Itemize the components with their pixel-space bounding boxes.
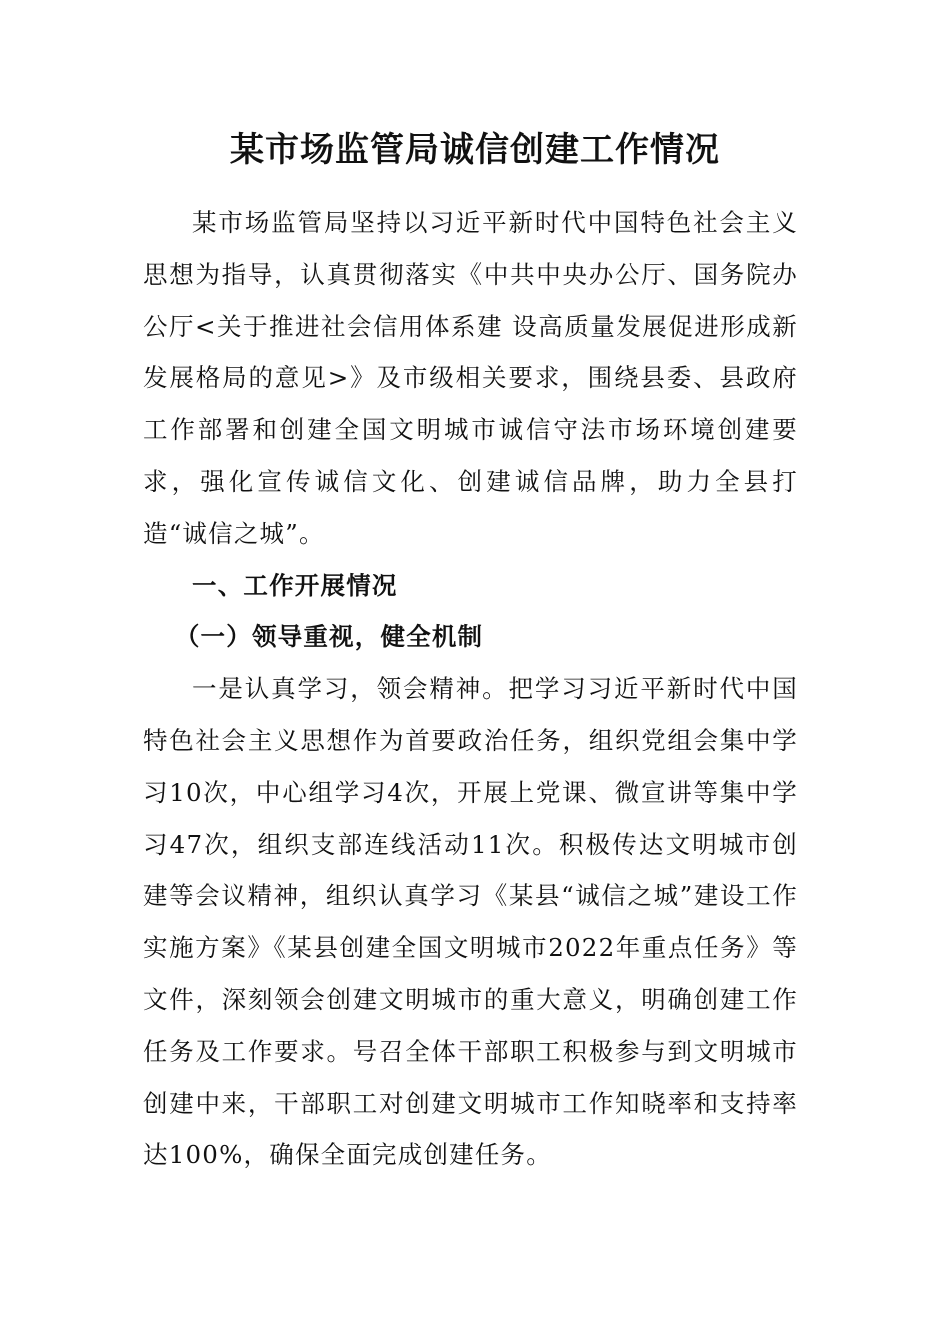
subsection-heading: （一）领导重视，健全机制	[174, 622, 484, 652]
body-paragraph: 一是认真学习，领会精神。把学习习近平新时代中国特色社会主义思想作为首要政治任务，组织党组会集中学习10次，中心组学习4次，开展上党课、微宣讲等集中学习47次，组织支部连线活动11次。积极传达文明城市创建等会议精神，组织认真学习《某县“诚信之城”建设工作实施方案》《某县创建全国文明城市2022年重点任务》等文件，深刻领会创建文明城市的重大意义，明确创建工作任务及工作要求。号召全体干部职工积极参与到文明城市创建中来，干部职工对创建文明城市工作知晓率和支持率达100%，确保全面完成创建任务。	[143, 674, 798, 1170]
intro-paragraph: 某市场监管局坚持以习近平新时代中国特色社会主义思想为指导，认真贯彻落实《中共中央办公厅、国务院办公厅<关于推进社会信用体系建 设高质量发展促进形成新发展格局的意见>》及市级相关要求，围绕县委、县政府工作部署和创建全国文明城市诚信守法市场环境创建要求，强化宣传诚信文化、创建诚信品牌，助力全县打造“诚信之城”。	[143, 208, 798, 548]
document-body	[143, 197, 798, 1181]
document-title: 某市场监管局诚信创建工作情况	[230, 130, 720, 170]
section-heading: 一、工作开展情况	[192, 570, 398, 600]
